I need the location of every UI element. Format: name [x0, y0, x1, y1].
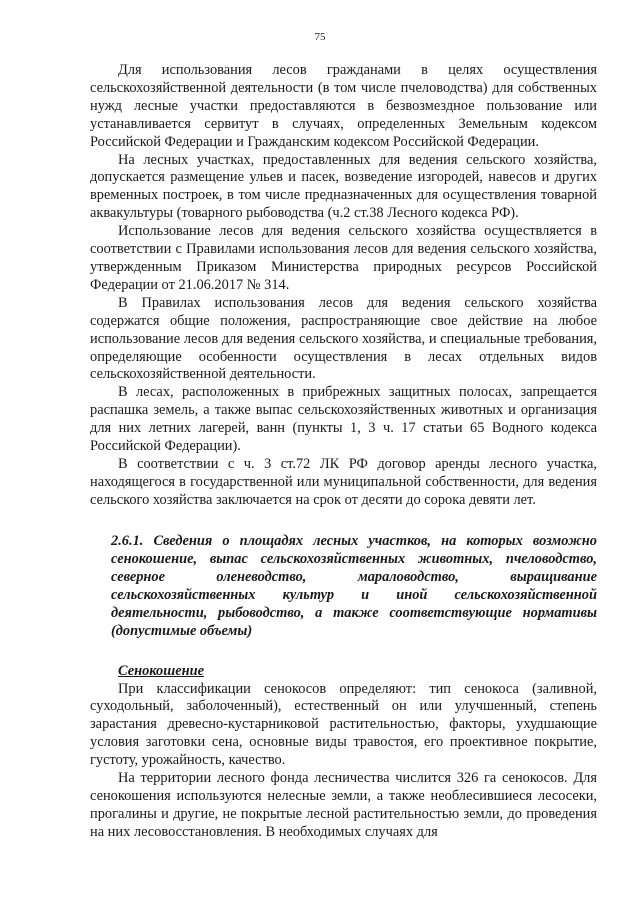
paragraph: На территории лесного фонда лесничества числится 326 га сенокосов. Для сенокошения используются нелесные земли, а также необлесившиеся лесосеки, прогалины и другие, не покрытые лесной растительностью земли, до проведения на них лесовосстановления. В необходимых случаях для: [90, 770, 597, 840]
section-number: 2.6.1.: [111, 532, 144, 549]
paragraph: Для использования лесов гражданами в целях осуществления сельскохозяйственной деятельности (в том числе пчеловодства) для собственных нужд лесные участки предоставляются в безвозмездное пользование или устанавливается сервитут в случаях, определенных Земельным кодексом Российской Федерации и Гражданским кодексом Российской Федерации.: [90, 62, 597, 150]
section-heading: [90, 532, 597, 640]
page-content: [90, 62, 597, 842]
page-number: 75: [314, 31, 326, 43]
paragraph: В Правилах использования лесов для ведения сельского хозяйства содержатся общие положения, распространяющие свое действие на любое использование лесов для ведения сельского хозяйства, и специальные требования, определяющие особенности осуществления в лесах отдельных видов сельскохозяйственной деятельности.: [90, 294, 597, 383]
paragraph: В соответствии с ч. 3 ст.72 ЛК РФ договор аренды лесного участка, находящегося в государственной или муниципальной собственности, для ведения сельского хозяйства заключается на срок от десяти до сорока девяти лет.: [90, 455, 597, 508]
section-title: Сведения о площадях лесных участков, на которых возможно сенокошение, выпас сельскохозяйственных животных, пчеловодство, северное оленеводство, мараловодство, выращивание сельскохозяйственных культур и иной сельскохозяйственной деятельности, рыбоводство, а также соответствующие нормативы (допустимые объемы): [111, 532, 597, 639]
paragraph: На лесных участках, предоставленных для ведения сельского хозяйства, допускается размещение ульев и пасек, возведение изгородей, навесов и других временных построек, в том числе предназначенных для осуществления товарной аквакультуры (товарного рыбоводства (ч.2 ст.38 Лесного кодекса РФ).: [90, 151, 597, 222]
paragraph: В лесах, расположенных в прибрежных защитных полосах, запрещается распашка земель, а также выпас сельскохозяйственных животных и организация для них летних лагерей, ванн (пункты 1, 3 ч. 17 статьи 65 Водного кодекса Российской Федерации).: [90, 384, 597, 455]
paragraph: Использование лесов для ведения сельского хозяйства осуществляется в соответствии с Правилами использования лесов для ведения сельского хозяйства, утвержденным Приказом Министерства природных ресурсов Российской Федерации от 21.06.2017 № 314.: [90, 223, 597, 293]
subheading-hay-making: Сенокошение: [118, 662, 204, 679]
paragraph: При классификации сенокосов определяют: тип сенокоса (заливной, суходольный, заболоченный), естественный он или улучшенный, степень зарастания древесно-кустарниковой растительностью, факторы, ухудшающие условия заготовки сена, основные виды травостоя, его проективное покрытие, густоту, урожайность, качество.: [90, 680, 597, 769]
